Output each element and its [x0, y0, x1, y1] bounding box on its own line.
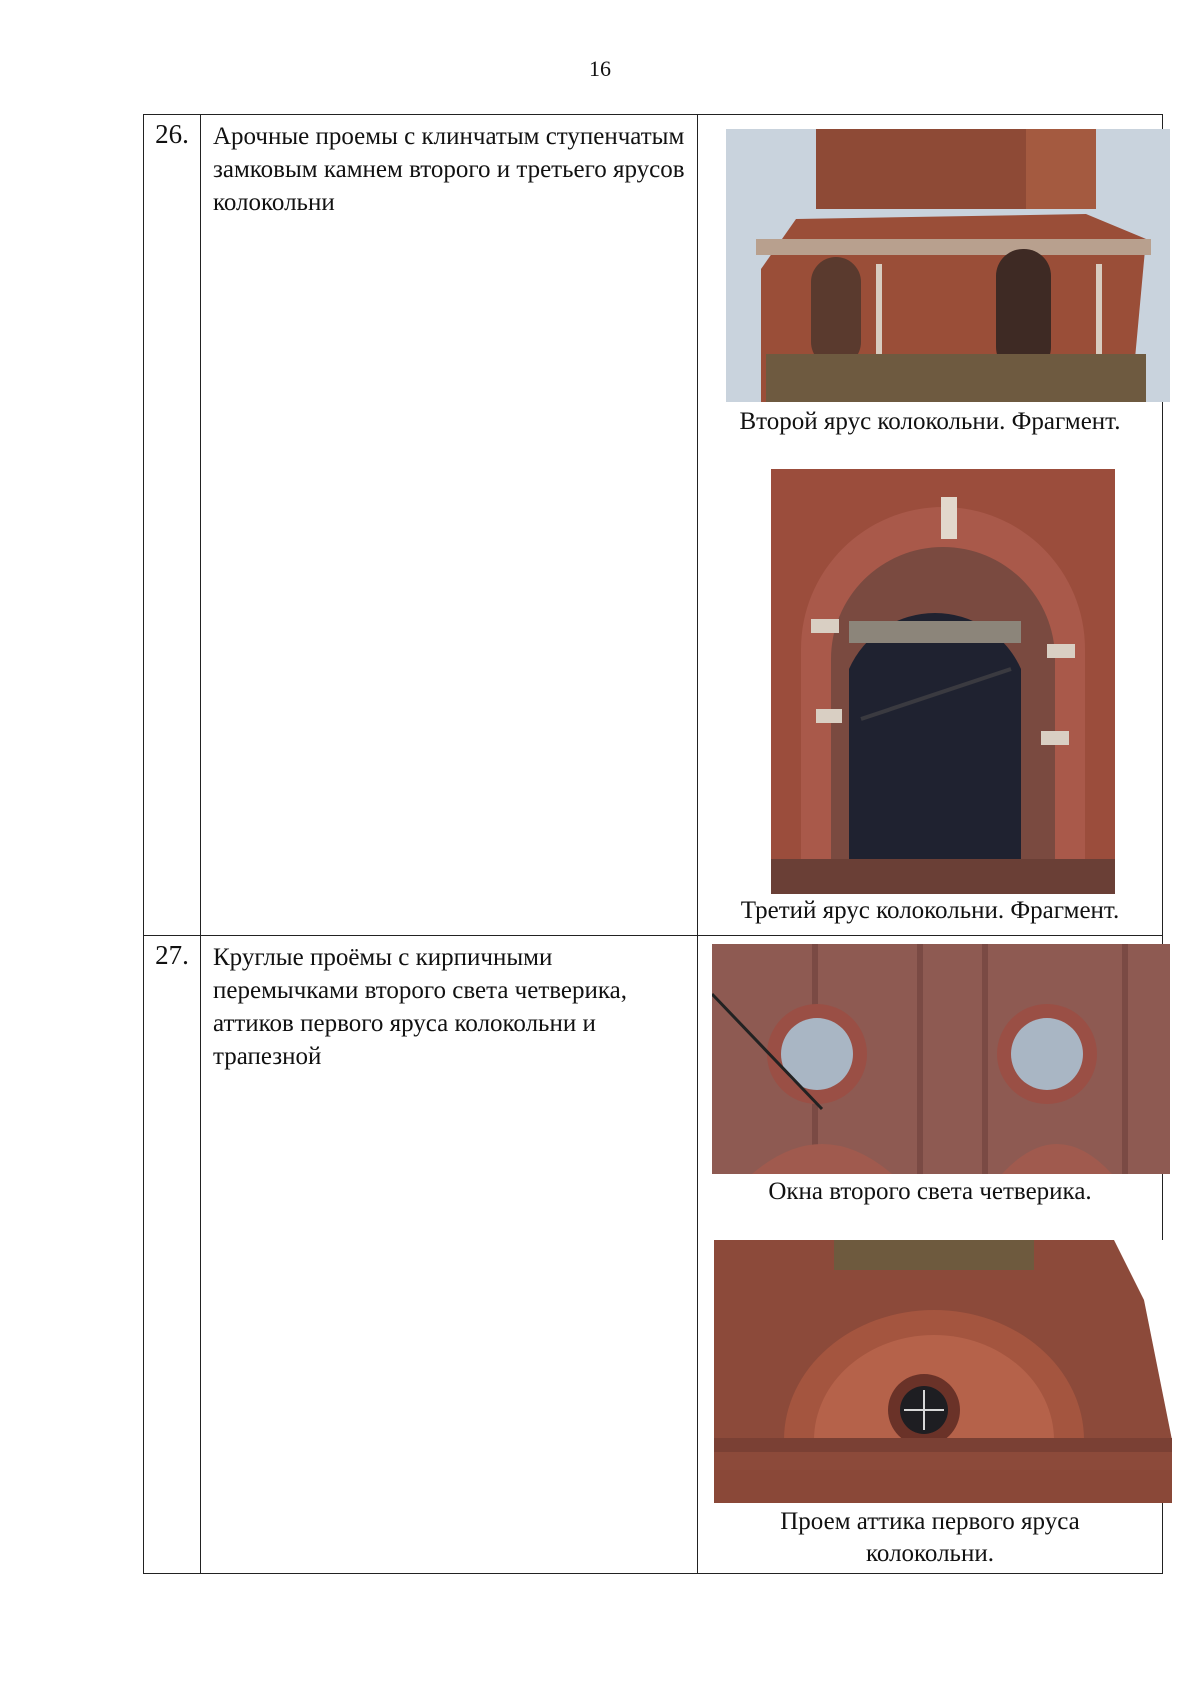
- items-table: [143, 114, 1163, 1574]
- row-number: 27.: [144, 936, 201, 1574]
- row-figures: [698, 115, 1163, 936]
- photo-chetverik-round-windows: [712, 944, 1170, 1174]
- row-description: Арочные проемы с клинчатым ступенчатым замковым камнем второго и третьего ярусов колокольни: [201, 115, 698, 936]
- figure-caption: Окна второго света четверика.: [768, 1178, 1092, 1205]
- row-number: 26.: [144, 115, 201, 936]
- table-row: [144, 936, 1163, 1574]
- page-number: 16: [589, 56, 611, 81]
- table-row: [144, 115, 1163, 936]
- row-figures: [698, 936, 1163, 1574]
- row-description: Круглые проёмы с кирпичными перемычками второго света четверика, аттиков первого яруса колокольни и трапезной: [201, 936, 698, 1574]
- figure-caption: Третий ярус колокольни. Фрагмент.: [740, 897, 1120, 924]
- photo-bell-tower-second-tier: [726, 129, 1170, 402]
- figure-caption: Второй ярус колокольни. Фрагмент.: [739, 408, 1121, 435]
- figure-caption: Проем аттика первого яруса колокольни.: [780, 1508, 1080, 1567]
- photo-bell-tower-third-tier: [771, 469, 1115, 894]
- photo-attic-round-opening: [714, 1240, 1172, 1503]
